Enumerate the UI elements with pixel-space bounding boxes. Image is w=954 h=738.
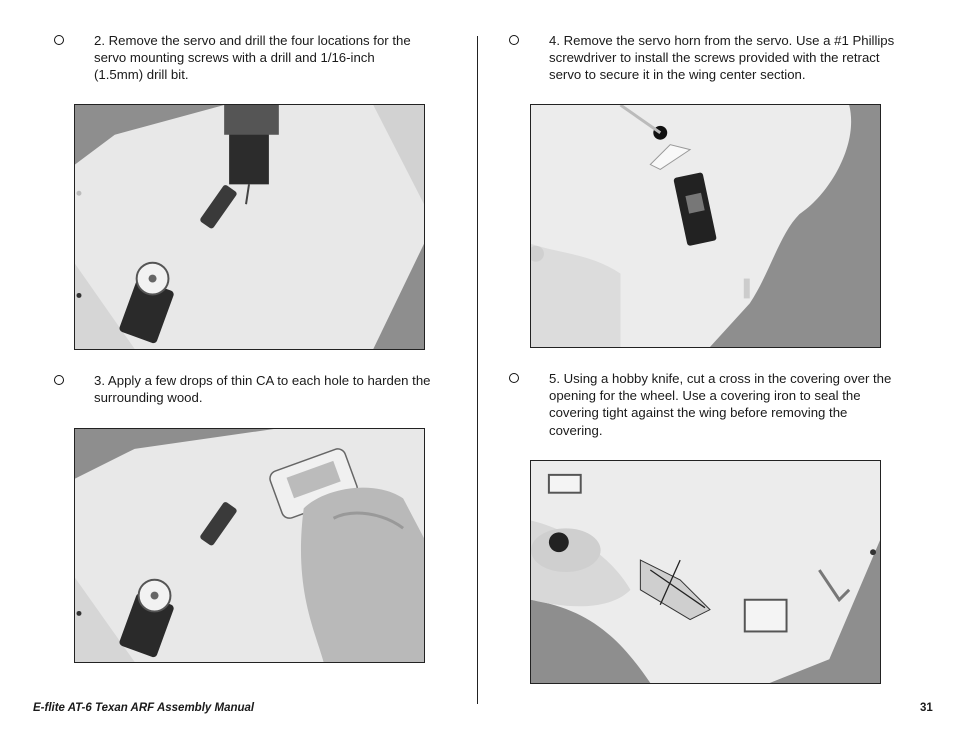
photo-drilling-servo-holes (74, 104, 425, 350)
step-2 (54, 32, 424, 84)
step-3-text: 3. Apply a few drops of thin CA to each hole to harden the surrounding wood. (94, 373, 431, 406)
checkbox-circle-icon[interactable] (54, 35, 64, 45)
step-5 (509, 370, 902, 440)
step-2-text: 2. Remove the servo and drill the four locations for the servo mounting screws with a drill and 1/16-inch (1.5mm) drill bit. (94, 33, 411, 83)
column-divider (477, 36, 478, 704)
step-5-text: 5. Using a hobby knife, cut a cross in the covering over the opening for the wheel. Use a covering iron to seal the covering tight against the wing before removing the covering. (549, 371, 892, 438)
photo-retract-servo-installed (530, 104, 881, 348)
checkbox-circle-icon[interactable] (509, 373, 519, 383)
step-4-text: 4. Remove the servo horn from the servo. Use a #1 Phillips screwdriver to install the screws provided with the retract servo to secure it in the wing center section. (549, 33, 895, 83)
photo-applying-ca-glue (74, 428, 425, 663)
checkbox-circle-icon[interactable] (54, 375, 64, 385)
checkbox-circle-icon[interactable] (509, 35, 519, 45)
page-number: 31 (920, 702, 933, 714)
photo-wheel-opening-cut (530, 460, 881, 684)
servo-photo-illustration (531, 105, 880, 347)
manual-title: E-flite AT-6 Texan ARF Assembly Manual (33, 702, 255, 714)
step-4 (509, 32, 904, 84)
wheel-opening-photo-illustration (531, 461, 880, 683)
step-3 (54, 372, 442, 408)
glue-photo-illustration (75, 429, 424, 662)
drill-photo-illustration (75, 105, 424, 349)
